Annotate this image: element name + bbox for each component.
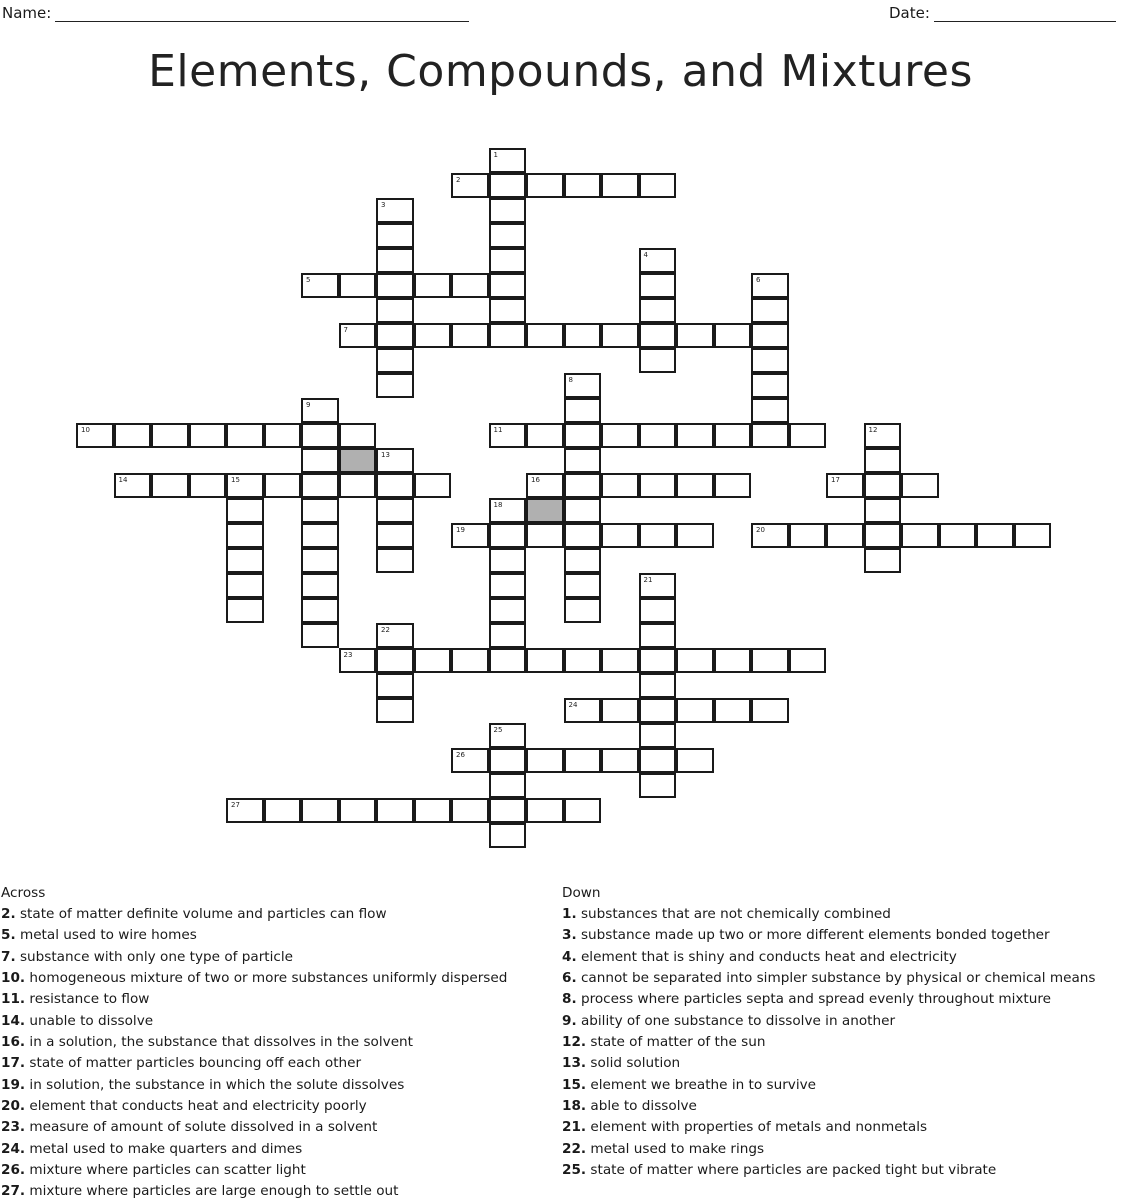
grid-cell[interactable] (601, 423, 639, 448)
grid-cell[interactable] (376, 798, 414, 823)
clue-number: 4 (643, 251, 648, 259)
clue-item-number: 18. (562, 1098, 587, 1115)
clue-item-number: 4. (562, 948, 577, 965)
grid-cell[interactable] (489, 498, 527, 523)
grid-cell[interactable] (751, 323, 789, 348)
grid-cell[interactable] (639, 423, 677, 448)
clue-item-text: measure of amount of solute dissolved in a solvent (25, 1119, 378, 1136)
clue-item-text: unable to dissolve (25, 1012, 154, 1029)
grid-cell[interactable] (939, 523, 977, 548)
grid-cell[interactable] (189, 473, 227, 498)
grid-cell[interactable] (864, 448, 902, 473)
grid-cell[interactable] (751, 398, 789, 423)
shaded-cell (339, 448, 377, 473)
clue-item-number: 22. (562, 1140, 587, 1157)
grid-cell[interactable] (376, 648, 414, 673)
grid-cell[interactable] (564, 598, 602, 623)
clue-item (562, 1053, 1096, 1074)
clue-number: 26 (456, 751, 465, 759)
grid-cell[interactable] (639, 698, 677, 723)
grid-cell[interactable] (639, 648, 677, 673)
grid-cell[interactable] (189, 423, 227, 448)
clue-item (562, 1160, 1096, 1181)
clue-item-text: element that conducts heat and electricity poorly (25, 1098, 367, 1115)
grid-cell[interactable] (639, 573, 677, 598)
clue-item-number: 5. (1, 927, 16, 944)
clue-item-text: substance with only one type of particle (15, 948, 294, 965)
grid-cell[interactable] (489, 798, 527, 823)
grid-cell[interactable] (376, 198, 414, 223)
grid-cell[interactable] (301, 398, 339, 423)
clue-number: 3 (381, 201, 386, 209)
grid-cell[interactable] (451, 748, 489, 773)
grid-cell[interactable] (564, 573, 602, 598)
clue-item (1, 1075, 507, 1096)
grid-cell[interactable] (489, 723, 527, 748)
clue-number: 14 (118, 476, 128, 484)
grid-cell[interactable] (301, 623, 339, 648)
clue-number: 7 (343, 326, 348, 334)
grid-cell[interactable] (376, 323, 414, 348)
clue-item (1, 947, 507, 968)
grid-cell[interactable] (714, 473, 752, 498)
clue-item (562, 1011, 1096, 1032)
clue-item (562, 968, 1096, 989)
grid-cell[interactable] (751, 648, 789, 673)
grid-cell[interactable] (489, 248, 527, 273)
grid-cell[interactable] (301, 548, 339, 573)
grid-cell[interactable] (639, 748, 677, 773)
grid-cell[interactable] (564, 173, 602, 198)
clue-item-number: 8. (562, 991, 577, 1008)
grid-cell[interactable] (226, 523, 264, 548)
clue-item-text: homogeneous mixture of two or more substances uniformly dispersed (25, 970, 508, 987)
grid-cell[interactable] (714, 698, 752, 723)
grid-cell[interactable] (376, 623, 414, 648)
grid-cell[interactable] (451, 648, 489, 673)
clue-item-number: 17. (1, 1055, 26, 1072)
shaded-cell (526, 498, 564, 523)
grid-cell[interactable] (826, 473, 864, 498)
clue-item (1, 904, 507, 925)
grid-cell[interactable] (264, 473, 302, 498)
clue-number: 8 (568, 376, 573, 384)
clue-item-text: element with properties of metals and nonmetals (586, 1119, 928, 1136)
clue-item-text: metal used to make rings (586, 1140, 765, 1157)
grid-cell[interactable] (151, 423, 189, 448)
clue-item (1, 1117, 507, 1138)
grid-cell[interactable] (864, 498, 902, 523)
clue-number: 11 (493, 426, 503, 434)
grid-cell[interactable] (226, 473, 264, 498)
grid-cell[interactable] (301, 448, 339, 473)
name-label: Name: (2, 4, 52, 22)
clue-item-text: resistance to flow (25, 991, 150, 1008)
grid-cell[interactable] (451, 798, 489, 823)
grid-cell[interactable] (526, 423, 564, 448)
clue-item-number: 11. (1, 991, 26, 1008)
clue-item (562, 947, 1096, 968)
clue-item-number: 12. (562, 1034, 587, 1051)
clue-item-text: state of matter particles bouncing off each other (25, 1055, 362, 1072)
grid-cell[interactable] (489, 198, 527, 223)
clue-item-number: 20. (1, 1098, 26, 1115)
grid-cell[interactable] (489, 773, 527, 798)
clue-number: 24 (568, 701, 578, 709)
clue-item-text: state of matter of the sun (586, 1034, 766, 1051)
clue-item-text: in solution, the substance in which the solute dissolves (25, 1076, 405, 1093)
grid-cell[interactable] (301, 798, 339, 823)
grid-cell[interactable] (376, 273, 414, 298)
grid-cell[interactable] (264, 798, 302, 823)
grid-cell[interactable] (564, 373, 602, 398)
clue-item (1, 1096, 507, 1117)
grid-cell[interactable] (339, 798, 377, 823)
grid-cell[interactable] (526, 648, 564, 673)
grid-cell[interactable] (976, 523, 1014, 548)
grid-cell[interactable] (564, 798, 602, 823)
down-heading: Down (562, 885, 601, 901)
grid-cell[interactable] (564, 648, 602, 673)
clue-item-number: 25. (562, 1162, 587, 1179)
grid-cell[interactable] (751, 273, 789, 298)
grid-cell[interactable] (789, 648, 827, 673)
grid-cell[interactable] (489, 548, 527, 573)
grid-cell[interactable] (676, 698, 714, 723)
grid-cell[interactable] (639, 348, 677, 373)
grid-cell[interactable] (639, 298, 677, 323)
grid-cell[interactable] (901, 523, 939, 548)
grid-cell[interactable] (226, 573, 264, 598)
grid-cell[interactable] (526, 323, 564, 348)
clue-item-text: substance made up two or more different elements bonded together (576, 927, 1050, 944)
grid-cell[interactable] (339, 423, 377, 448)
clue-item-number: 9. (562, 1012, 577, 1029)
grid-cell[interactable] (639, 273, 677, 298)
grid-cell[interactable] (564, 323, 602, 348)
grid-cell[interactable] (564, 473, 602, 498)
grid-cell[interactable] (526, 173, 564, 198)
clue-number: 27 (231, 801, 240, 809)
grid-cell[interactable] (489, 423, 527, 448)
grid-cell[interactable] (751, 423, 789, 448)
clue-item-number: 14. (1, 1012, 26, 1029)
grid-cell[interactable] (526, 798, 564, 823)
date-label: Date: (889, 4, 930, 22)
clue-item-text: able to dissolve (586, 1098, 697, 1115)
clue-item-text: metal used to wire homes (15, 927, 197, 944)
grid-cell[interactable] (826, 523, 864, 548)
grid-cell[interactable] (301, 273, 339, 298)
grid-cell[interactable] (414, 323, 452, 348)
clue-number: 16 (531, 476, 540, 484)
clue-number: 12 (868, 426, 878, 434)
clue-number: 20 (756, 526, 765, 534)
grid-cell[interactable] (714, 423, 752, 448)
clue-item-text: metal used to make quarters and dimes (25, 1140, 303, 1157)
grid-cell[interactable] (639, 473, 677, 498)
grid-cell[interactable] (564, 748, 602, 773)
grid-cell[interactable] (451, 273, 489, 298)
clue-number: 15 (231, 476, 240, 484)
clue-item-text: element that is shiny and conducts heat and electricity (576, 948, 957, 965)
down-clue-list (562, 904, 1096, 1181)
clue-item (1, 1032, 507, 1053)
clue-item (562, 1139, 1096, 1160)
clue-item-number: 19. (1, 1076, 26, 1093)
clue-item (562, 925, 1096, 946)
grid-cell[interactable] (676, 473, 714, 498)
clue-item-text: mixture where particles are large enough to settle out (25, 1183, 399, 1200)
grid-cell[interactable] (564, 548, 602, 573)
clue-item-text: cannot be separated into simpler substance by physical or chemical means (576, 970, 1096, 987)
grid-cell[interactable] (451, 173, 489, 198)
grid-cell[interactable] (864, 473, 902, 498)
clue-number: 5 (306, 276, 311, 284)
clue-item-number: 24. (1, 1140, 26, 1157)
grid-cell[interactable] (226, 548, 264, 573)
grid-cell[interactable] (526, 523, 564, 548)
clue-item-number: 3. (562, 927, 577, 944)
grid-cell[interactable] (564, 523, 602, 548)
grid-cell[interactable] (301, 498, 339, 523)
grid-cell[interactable] (151, 473, 189, 498)
grid-cell[interactable] (601, 648, 639, 673)
clue-item (1, 1139, 507, 1160)
grid-cell[interactable] (489, 523, 527, 548)
grid-cell[interactable] (376, 348, 414, 373)
grid-cell[interactable] (751, 698, 789, 723)
grid-cell[interactable] (301, 573, 339, 598)
grid-cell[interactable] (864, 523, 902, 548)
grid-cell[interactable] (376, 373, 414, 398)
clue-item-number: 26. (1, 1162, 26, 1179)
clue-number: 17 (831, 476, 840, 484)
grid-cell[interactable] (564, 448, 602, 473)
grid-cell[interactable] (489, 598, 527, 623)
clue-item (1, 1181, 507, 1202)
clue-number: 13 (381, 451, 390, 459)
grid-cell[interactable] (901, 473, 939, 498)
grid-cell[interactable] (489, 323, 527, 348)
grid-cell[interactable] (226, 598, 264, 623)
clue-item (562, 1117, 1096, 1138)
clue-item (562, 904, 1096, 925)
grid-cell[interactable] (639, 773, 677, 798)
grid-cell[interactable] (264, 423, 302, 448)
grid-cell[interactable] (564, 698, 602, 723)
grid-cell[interactable] (114, 423, 152, 448)
grid-cell[interactable] (451, 323, 489, 348)
clue-number: 6 (756, 276, 761, 284)
grid-cell[interactable] (1014, 523, 1052, 548)
grid-cell[interactable] (639, 323, 677, 348)
grid-cell[interactable] (376, 673, 414, 698)
grid-cell[interactable] (489, 273, 527, 298)
grid-cell[interactable] (601, 173, 639, 198)
clue-item-text: substances that are not chemically combined (576, 906, 891, 922)
grid-cell[interactable] (639, 623, 677, 648)
grid-cell[interactable] (489, 223, 527, 248)
grid-cell[interactable] (601, 698, 639, 723)
clue-number: 23 (343, 651, 353, 659)
clue-item (1, 968, 507, 989)
clue-number: 19 (456, 526, 465, 534)
grid-cell[interactable] (714, 323, 752, 348)
grid-cell[interactable] (376, 473, 414, 498)
grid-cell[interactable] (339, 648, 377, 673)
grid-cell[interactable] (676, 523, 714, 548)
grid-cell[interactable] (414, 648, 452, 673)
across-heading: Across (1, 885, 46, 901)
grid-cell[interactable] (114, 473, 152, 498)
clue-item-number: 15. (562, 1076, 587, 1093)
grid-cell[interactable] (414, 273, 452, 298)
clue-item-number: 21. (562, 1119, 587, 1136)
clue-item-text: ability of one substance to dissolve in another (576, 1012, 896, 1029)
across-clues (1, 883, 507, 1203)
grid-cell[interactable] (489, 823, 527, 848)
clue-item-number: 7. (1, 948, 16, 965)
grid-cell[interactable] (376, 523, 414, 548)
clue-item-text: element we breathe in to survive (586, 1076, 817, 1093)
grid-cell[interactable] (451, 523, 489, 548)
grid-cell[interactable] (676, 748, 714, 773)
grid-cell[interactable] (301, 523, 339, 548)
across-clue-list (1, 904, 507, 1203)
grid-cell[interactable] (676, 323, 714, 348)
grid-cell[interactable] (639, 723, 677, 748)
clue-item (1, 1011, 507, 1032)
clue-item-text: solid solution (586, 1055, 681, 1072)
grid-cell[interactable] (376, 223, 414, 248)
grid-cell[interactable] (489, 298, 527, 323)
grid-cell[interactable] (376, 448, 414, 473)
grid-cell[interactable] (376, 498, 414, 523)
grid-cell[interactable] (489, 748, 527, 773)
clue-item-text: process where particles septa and spread evenly throughout mixture (576, 991, 1052, 1008)
clue-item-number: 2. (1, 906, 16, 922)
grid-cell[interactable] (864, 423, 902, 448)
grid-cell[interactable] (639, 673, 677, 698)
clue-item-text: in a solution, the substance that dissolves in the solvent (25, 1034, 414, 1051)
clue-number: 21 (643, 576, 653, 584)
clue-item (1, 925, 507, 946)
grid-cell[interactable] (751, 298, 789, 323)
grid-cell[interactable] (339, 273, 377, 298)
grid-cell[interactable] (376, 548, 414, 573)
grid-cell[interactable] (526, 473, 564, 498)
clue-item (562, 1075, 1096, 1096)
grid-cell[interactable] (376, 698, 414, 723)
grid-cell[interactable] (226, 798, 264, 823)
clue-item-text: state of matter definite volume and particles can flow (15, 906, 387, 922)
grid-cell[interactable] (564, 398, 602, 423)
grid-cell[interactable] (414, 798, 452, 823)
grid-cell[interactable] (301, 423, 339, 448)
grid-cell[interactable] (226, 498, 264, 523)
clue-number: 9 (306, 401, 311, 409)
grid-cell[interactable] (489, 648, 527, 673)
clue-item-number: 10. (1, 970, 26, 987)
grid-cell[interactable] (301, 473, 339, 498)
grid-cell[interactable] (601, 523, 639, 548)
clue-number: 18 (493, 501, 503, 509)
clue-item-text: state of matter where particles are packed tight but vibrate (586, 1162, 997, 1179)
grid-cell[interactable] (489, 623, 527, 648)
grid-cell[interactable] (751, 523, 789, 548)
down-clues (562, 883, 1096, 1181)
grid-cell[interactable] (639, 173, 677, 198)
grid-cell[interactable] (301, 598, 339, 623)
grid-cell[interactable] (564, 423, 602, 448)
clue-item (562, 989, 1096, 1010)
clue-item (562, 1032, 1096, 1053)
clue-number: 25 (493, 726, 503, 734)
grid-cell[interactable] (489, 173, 527, 198)
grid-cell[interactable] (489, 148, 527, 173)
clue-item-number: 27. (1, 1183, 26, 1200)
clue-item-number: 13. (562, 1055, 587, 1072)
clue-number: 10 (81, 426, 90, 434)
grid-cell[interactable] (339, 323, 377, 348)
clue-item (1, 1160, 507, 1181)
grid-cell[interactable] (526, 748, 564, 773)
grid-cell[interactable] (789, 423, 827, 448)
clue-number: 1 (493, 151, 498, 159)
page-title: Elements, Compounds, and Mixtures (148, 46, 973, 97)
grid-cell[interactable] (676, 648, 714, 673)
grid-cell[interactable] (489, 573, 527, 598)
clue-item (1, 989, 507, 1010)
grid-cell[interactable] (376, 298, 414, 323)
clue-item (562, 1096, 1096, 1117)
grid-cell[interactable] (751, 348, 789, 373)
grid-cell[interactable] (601, 323, 639, 348)
grid-cell[interactable] (376, 248, 414, 273)
grid-cell[interactable] (564, 498, 602, 523)
clue-item-text: mixture where particles can scatter light (25, 1162, 306, 1179)
grid-cell[interactable] (639, 248, 677, 273)
grid-cell[interactable] (789, 523, 827, 548)
clue-item-number: 6. (562, 970, 577, 987)
grid-cell[interactable] (601, 473, 639, 498)
grid-cell[interactable] (339, 473, 377, 498)
clue-item (1, 1053, 507, 1074)
clue-number: 22 (381, 626, 390, 634)
grid-cell[interactable] (76, 423, 114, 448)
clue-item-number: 23. (1, 1119, 26, 1136)
clue-item-number: 16. (1, 1034, 26, 1051)
clue-number: 2 (456, 176, 461, 184)
grid-cell[interactable] (639, 598, 677, 623)
grid-cell[interactable] (864, 548, 902, 573)
clue-item-number: 1. (562, 906, 577, 922)
grid-cell[interactable] (226, 423, 264, 448)
grid-cell[interactable] (676, 423, 714, 448)
grid-cell[interactable] (714, 648, 752, 673)
grid-cell[interactable] (751, 373, 789, 398)
grid-cell[interactable] (639, 523, 677, 548)
grid-cell[interactable] (414, 473, 452, 498)
grid-cell[interactable] (601, 748, 639, 773)
